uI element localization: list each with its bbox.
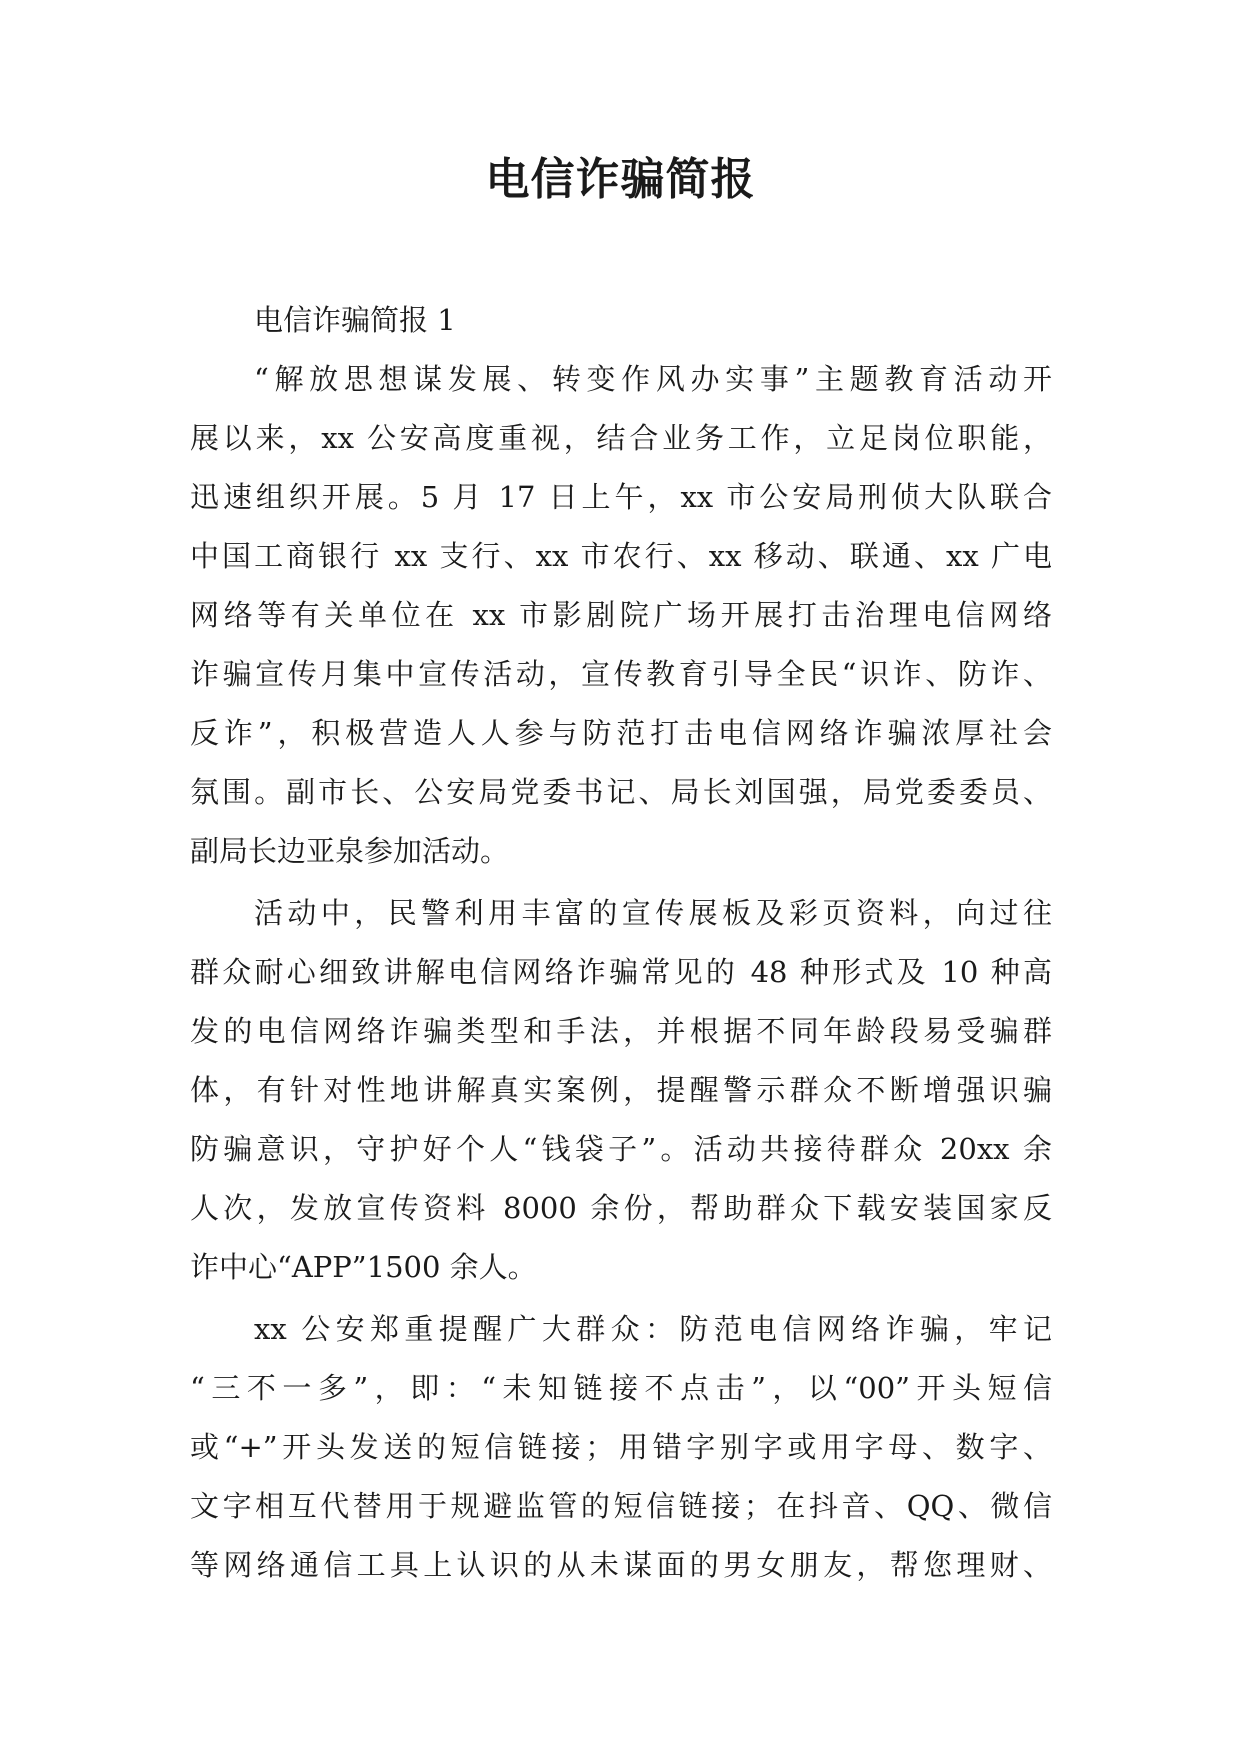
paragraph-line: 活动中，民警利用丰富的宣传展板及彩页资料，向过往 [254,896,1052,930]
paragraph-line: 诈中心“APP”1500 余人。 [190,1250,537,1284]
section-subtitle: 电信诈骗简报 1 [254,303,456,337]
document-title: 电信诈骗简报 [485,154,756,205]
paragraph-3 [190,1300,1052,1595]
paragraph-line: xx 公安郑重提醒广大群众：防范电信网络诈骗，牢记 [254,1312,1052,1346]
paragraph-line: 或“+”开头发送的短信链接；用错字别字或用字母、数字、 [190,1430,1052,1464]
paragraph-line: 发的电信网络诈骗类型和手法，并根据不同年龄段易受骗群 [190,1014,1052,1048]
paragraph-line: 人次，发放宣传资料 8000 余份，帮助群众下载安装国家反 [190,1191,1052,1225]
paragraph-line: 等网络通信工具上认识的从未谋面的男女朋友，帮您理财、 [190,1548,1052,1582]
paragraph-line: 中国工商银行 xx 支行、xx 市农行、xx 移动、联通、xx 广电 [190,539,1052,573]
paragraph-line: 群众耐心细致讲解电信网络诈骗常见的 48 种形式及 10 种高 [190,955,1052,989]
paragraph-line: 反诈”，积极营造人人参与防范打击电信网络诈骗浓厚社会 [190,716,1052,750]
paragraph-line: 文字相互代替用于规避监管的短信链接；在抖音、QQ、微信 [190,1489,1052,1523]
paragraph-line: “三不一多”，即：“未知链接不点击”，以“00”开头短信 [190,1371,1052,1405]
document-body [190,290,1052,1595]
paragraph-line: 网络等有关单位在 xx 市影剧院广场开展打击治理电信网络 [190,598,1052,632]
paragraph-line: 防骗意识，守护好个人“钱袋子”。活动共接待群众 20xx 余 [190,1132,1052,1166]
paragraph-line: 副局长边亚泉参加活动。 [190,834,510,868]
paragraph-line: 体，有针对性地讲解真实案例，提醒警示群众不断增强识骗 [190,1073,1052,1107]
paragraph-line: 迅速组织开展。5 月 17 日上午，xx 市公安局刑侦大队联合 [190,480,1052,514]
paragraph-1 [190,350,1052,881]
paragraph-line: “解放思想谋发展、转变作风办实事”主题教育活动开 [254,362,1052,396]
paragraph-line: 氛围。副市长、公安局党委书记、局长刘国强，局党委委员、 [190,775,1052,809]
paragraph-2 [190,884,1052,1297]
paragraph-line: 诈骗宣传月集中宣传活动，宣传教育引导全民“识诈、防诈、 [190,657,1052,691]
paragraph-line: 展以来，xx 公安高度重视，结合业务工作，立足岗位职能， [190,421,1052,455]
